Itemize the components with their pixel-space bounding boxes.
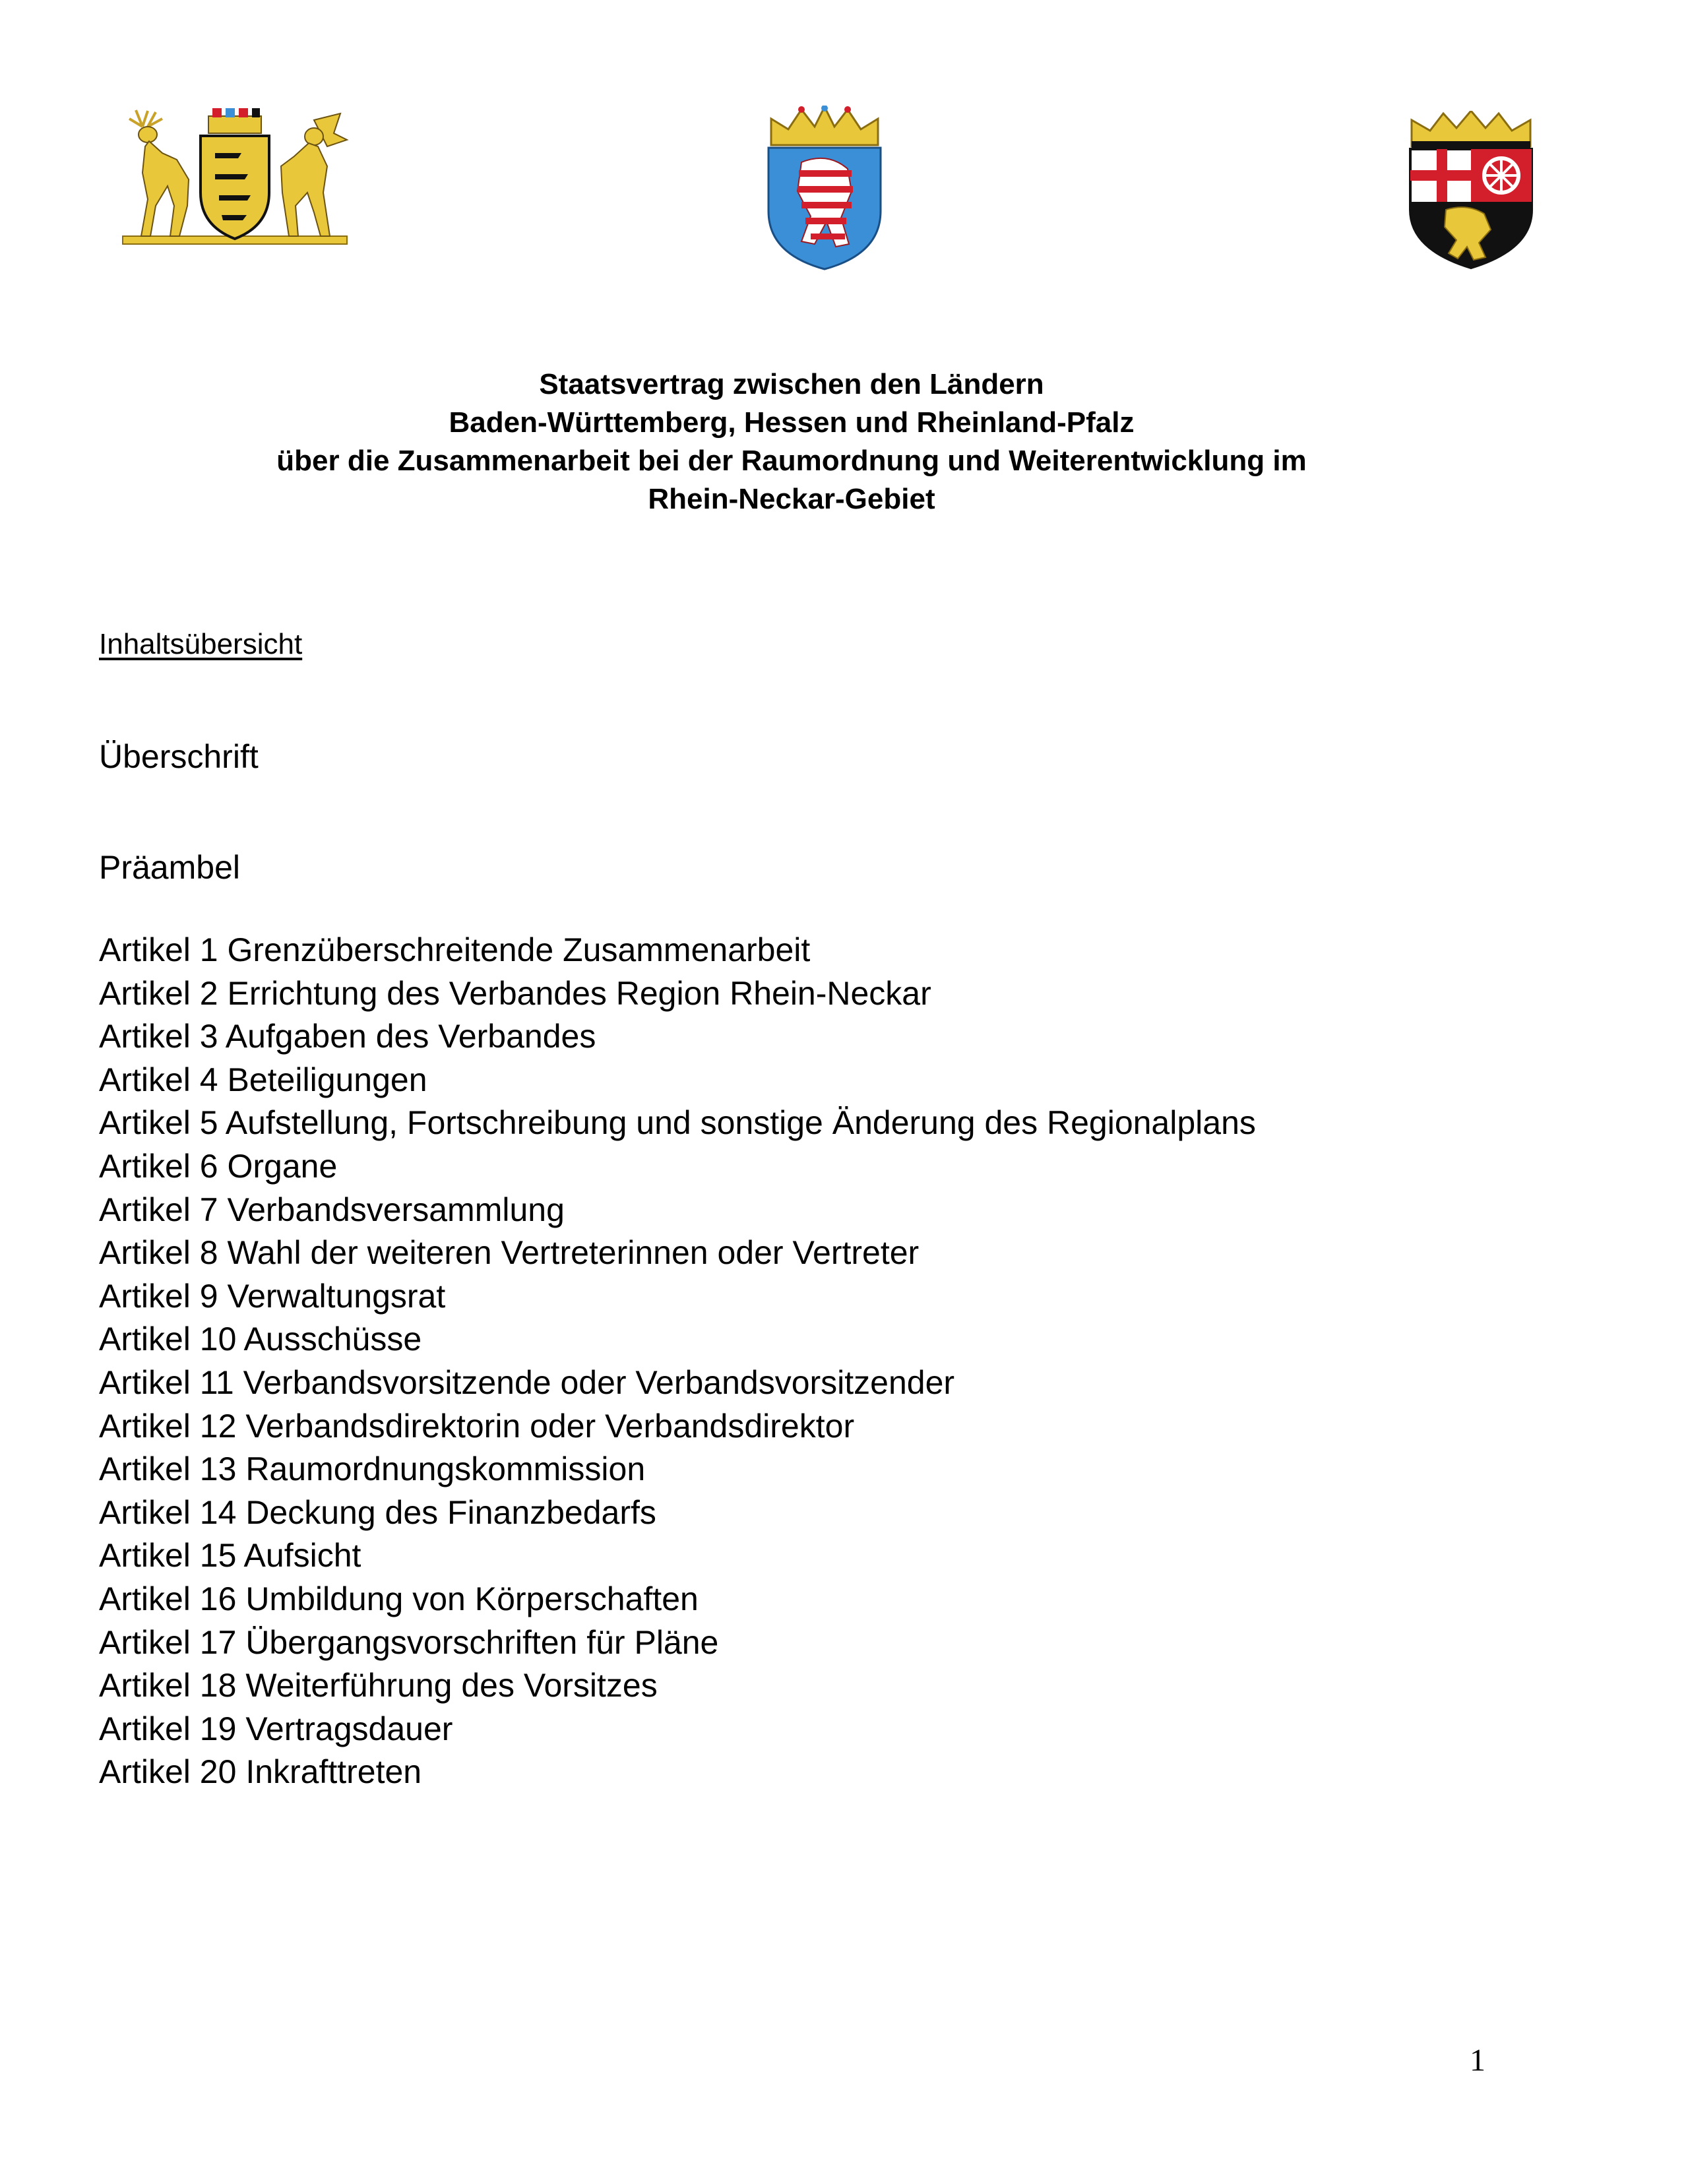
toc-praeambel: Präambel xyxy=(99,849,240,886)
toc-article-item: Artikel 18 Weiterführung des Vorsitzes xyxy=(99,1667,658,1704)
toc-article-item: Artikel 8 Wahl der weiteren Vertreterinnen oder Vertreter xyxy=(99,1234,920,1272)
toc-article-item: Artikel 16 Umbildung von Körperschaften xyxy=(99,1580,699,1617)
toc-article-item: Artikel 17 Übergangsvorschriften für Pläne xyxy=(99,1623,719,1661)
document-title xyxy=(0,365,1583,518)
toc-article-item: Artikel 6 Organe xyxy=(99,1147,338,1185)
title-line-3: über die Zusammenarbeit bei der Raumordnung und Weiterentwicklung im xyxy=(276,445,1307,477)
toc-article-item: Artikel 15 Aufsicht xyxy=(99,1537,361,1575)
toc-article-item: Artikel 4 Beteiligungen xyxy=(99,1061,427,1098)
toc-article-item: Artikel 10 Ausschüsse xyxy=(99,1321,422,1358)
toc-article-item: Artikel 20 Inkrafttreten xyxy=(99,1753,422,1791)
toc-article-item: Artikel 11 Verbandsvorsitzende oder Verbandsvorsitzender xyxy=(99,1363,955,1401)
toc-article-item: Artikel 12 Verbandsdirektorin oder Verbandsdirektor xyxy=(99,1407,855,1445)
title-line-2: Baden-Württemberg, Hessen und Rheinland-Pfalz xyxy=(449,406,1135,439)
toc-article-item: Artikel 19 Vertragsdauer xyxy=(99,1710,453,1747)
toc-article-item: Artikel 7 Verbandsversammlung xyxy=(99,1191,565,1228)
page-number: 1 xyxy=(1470,2043,1485,2078)
toc-article-item: Artikel 3 Aufgaben des Verbandes xyxy=(99,1018,596,1055)
toc-article-item: Artikel 13 Raumordnungskommission xyxy=(99,1451,646,1488)
toc-article-item: Artikel 14 Deckung des Finanzbedarfs xyxy=(99,1493,656,1531)
toc-article-item: Artikel 1 Grenzüberschreitende Zusammenarbeit xyxy=(99,931,811,968)
crest-baden-wuerttemberg-icon xyxy=(116,107,354,247)
toc-article-item: Artikel 9 Verwaltungsrat xyxy=(99,1277,446,1315)
toc-article-item: Artikel 2 Errichtung des Verbandes Region Rhein-Neckar xyxy=(99,974,931,1012)
toc-ueberschrift: Überschrift xyxy=(99,738,259,775)
toc-article-item: Artikel 5 Aufstellung, Fortschreibung und sonstige Änderung des Regionalplans xyxy=(99,1104,1256,1142)
title-line-1: Staatsvertrag zwischen den Ländern xyxy=(539,368,1044,400)
toc-article-list xyxy=(99,929,1256,1794)
crest-rheinland-pfalz-icon xyxy=(1405,111,1537,269)
title-line-4: Rhein-Neckar-Gebiet xyxy=(648,483,935,515)
toc-heading: Inhaltsübersicht xyxy=(99,628,303,660)
crest-hessen-icon xyxy=(762,106,887,270)
